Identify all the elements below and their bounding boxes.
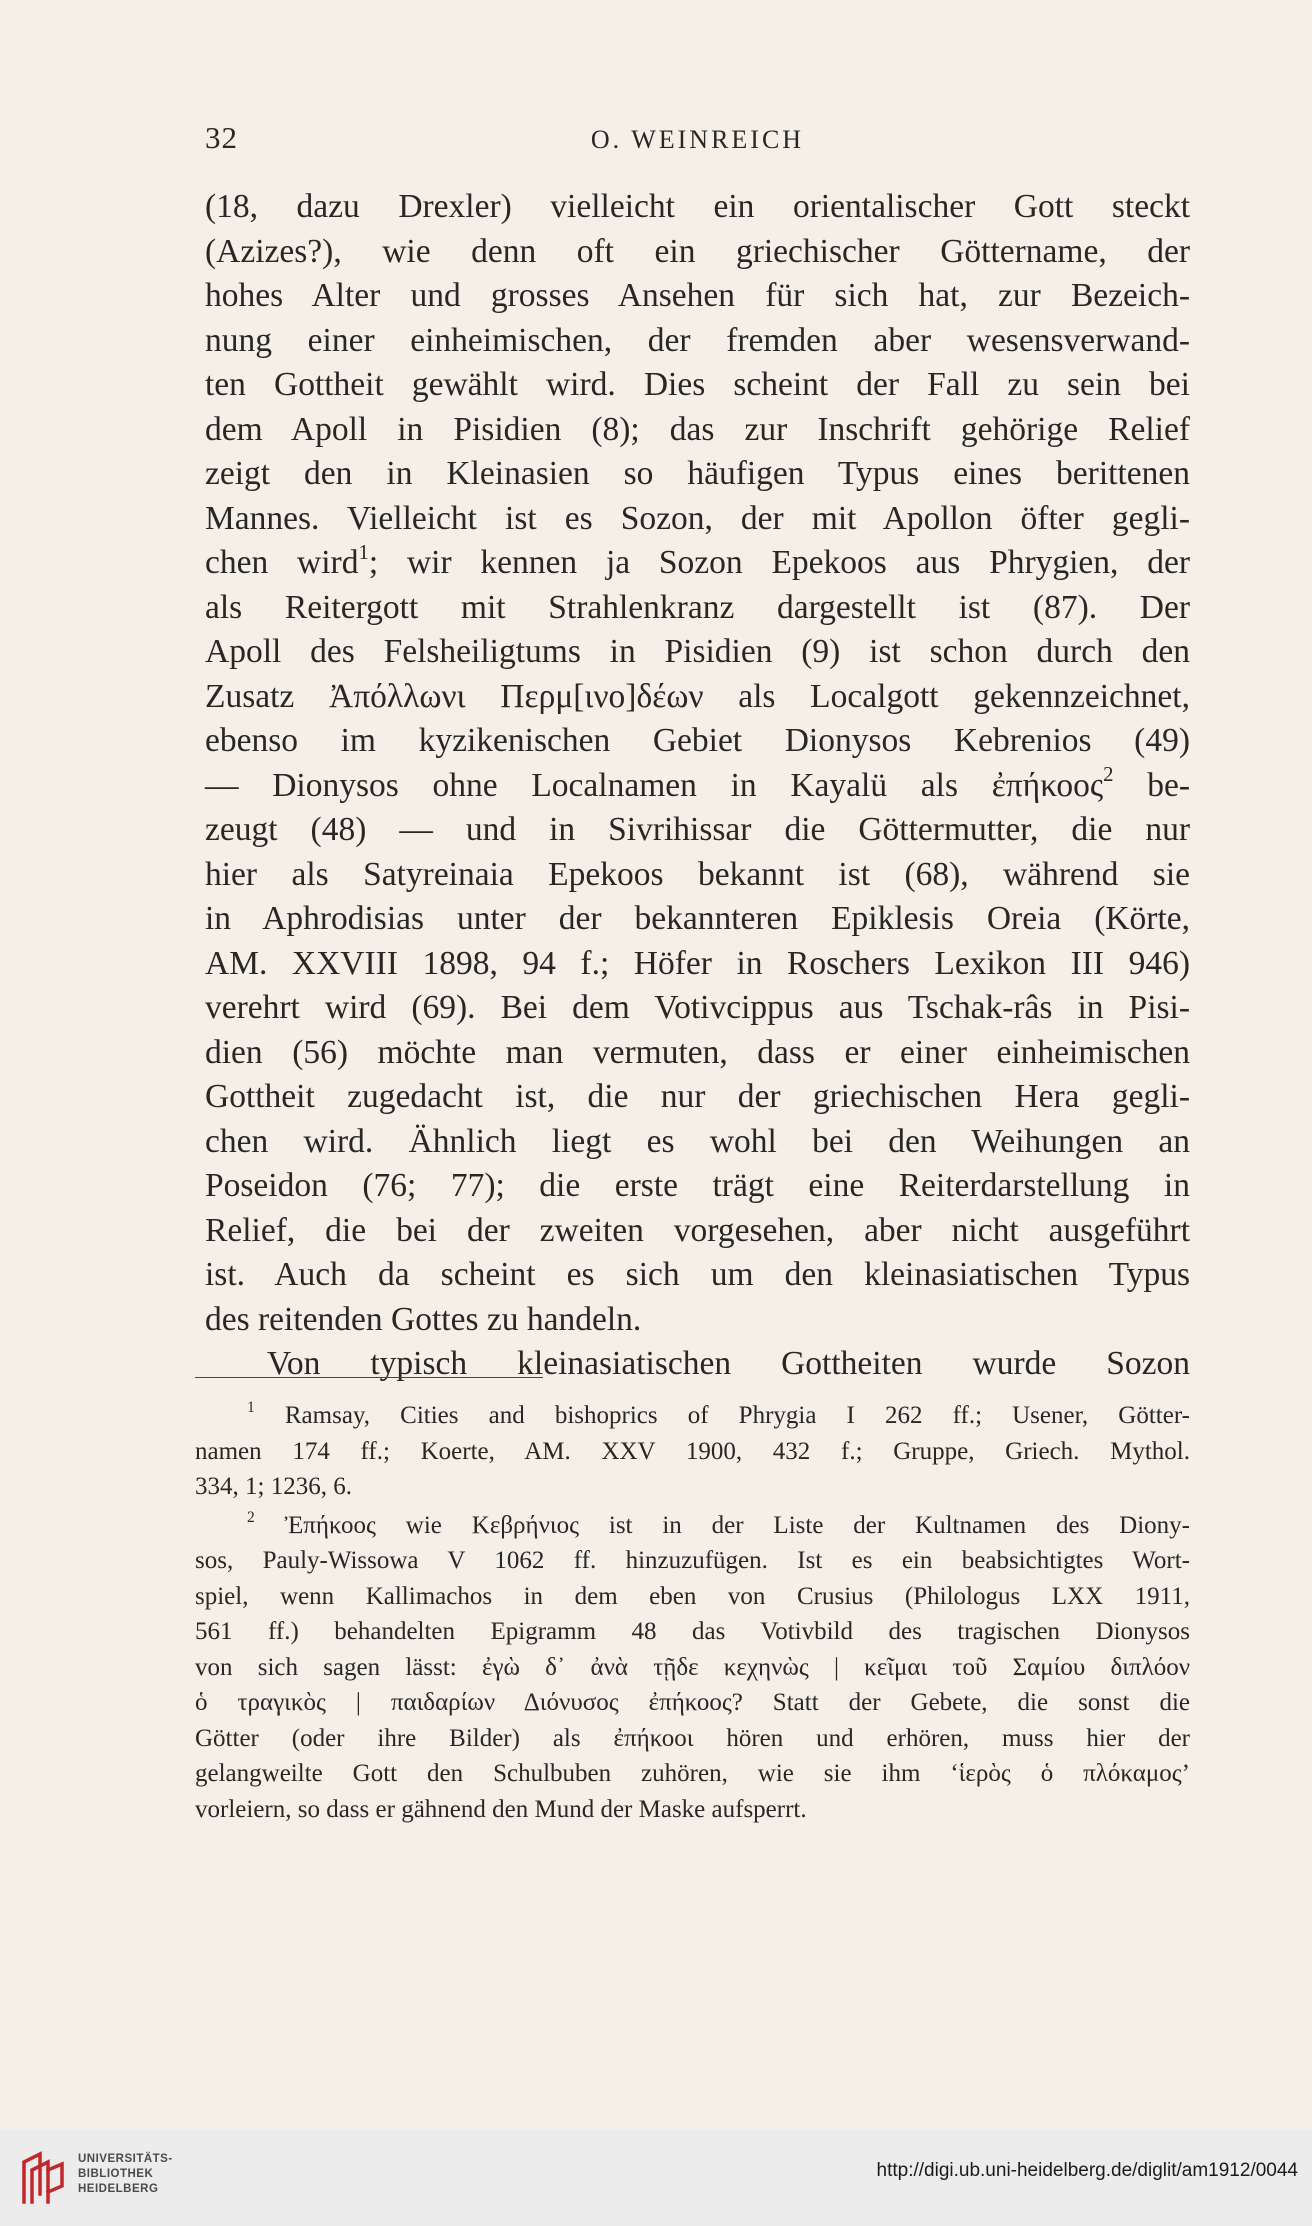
library-name: UNIVERSITÄTS- BIBLIOTHEK HEIDELBERG [78, 2153, 173, 2195]
text-line: Relief, die bei der zweiten vorgesehen, aber nicht ausgeführt [205, 1211, 1190, 1249]
text-line: Mannes. Vielleicht ist es Sozon, der mit Apollon öfter gegli- [205, 499, 1190, 537]
text-line: (18, dazu Drexler) vielleicht ein orientalischer Gott steckt [205, 188, 1190, 225]
footnote-line: namen 174 ff.; Koerte, AM. XXV 1900, 432 f.; Gruppe, Griech. Mythol. [195, 1437, 1190, 1465]
library-logo-icon [18, 2150, 70, 2206]
text-line: hohes Alter und grosses Ansehen für sich hat, zur Bezeich- [205, 277, 1190, 314]
footnote-line: sos, Pauly-Wissowa V 1062 ff. hinzuzufügen. Ist es ein beabsichtigtes Wort- [195, 1547, 1190, 1574]
footnote-line: Götter (oder ihre Bilder) als ἐπήκοοι hören und erhören, muss hier der [195, 1724, 1190, 1752]
text-line: Apoll des Felsheiligtums in Pisidien (9) ist schon durch den [205, 633, 1190, 670]
text-line: ebenso im kyzikenischen Gebiet Dionysos Kebrenios (49) [205, 722, 1190, 759]
text-line: verehrt wird (69). Bei dem Votivcippus aus Tschak-râs in Pisi- [205, 989, 1190, 1026]
footnote-line: $^1$ Ramsay, Cities and bishoprics of Phrygia I 262 ff.; Usener, Götter- [247, 1399, 1190, 1429]
text-line: dem Apoll in Pisidien (8); das zur Inschrift gehörige Relief [205, 410, 1190, 448]
footnote-line: gelangweilte Gott den Schulbuben zuhören, wie sie ihm ‘ἱερὸς ὁ πλόκαμος’ [195, 1760, 1190, 1787]
text-line: AM. XXVIII 1898, 94 f.; Höfer in Roschers Lexikon III 946) [205, 944, 1190, 982]
text-line: zeugt (48) — und in Sivrihissar die Göttermutter, die nur [205, 811, 1190, 848]
text-line: als Reitergott mit Strahlenkranz dargestellt ist (87). Der [205, 588, 1190, 626]
source-url-link[interactable]: http://digi.ub.uni-heidelberg.de/diglit/am1912/0044 [876, 2160, 1298, 2181]
text-line: nung einer einheimischen, der fremden aber wesensverwand- [205, 321, 1190, 359]
text-line: in Aphrodisias unter der bekannteren Epiklesis Oreia (Körte, [205, 900, 1190, 937]
library-footer [0, 2130, 1312, 2226]
footnote-line: vorleiern, so dass er gähnend den Mund der Maske aufsperrt. [195, 1795, 807, 1823]
text-line: ist. Auch da scheint es sich um den kleinasiatischen Typus [205, 1256, 1190, 1293]
footnotes [195, 1398, 1190, 1830]
footnote-line: spiel, wenn Kallimachos in dem eben von Crusius (Philologus LXX 1911, [195, 1582, 1190, 1610]
page-number: 32 [205, 120, 238, 155]
text-line: dien (56) möchte man vermuten, dass er einer einheimischen [205, 1033, 1190, 1071]
page-header [205, 120, 1190, 160]
footnote-line: 561 ff.) behandelten Epigramm 48 das Votivbild des tragischen Dionysos [195, 1618, 1190, 1645]
text-line: des reitenden Gottes zu handeln. [205, 1300, 642, 1338]
footnote-line: $^2$ Ἐπήκοος wie Κεβρήνιος ist in der Liste der Kultnamen des Diony- [247, 1508, 1190, 1539]
text-line: Zusatz Ἀπόλλωνι Περμ[ινο]δέων als Localgott gekennzeichnet, [205, 677, 1190, 715]
footnote-rule [195, 1377, 543, 1378]
footnote-line: ὁ τραγικὸς | παιδαρίων Διόνυσος ἐπήκοος? Statt der Gebete, die sonst die [195, 1689, 1190, 1716]
text-line: ten Gottheit gewählt wird. Dies scheint der Fall zu sein bei [205, 366, 1190, 403]
text-line: — Dionysos ohne Localnamen in Kayalü als ἐπήκοος$^2$ be- [205, 763, 1190, 804]
text-line: zeigt den in Kleinasien so häufigen Typus eines berittenen [205, 455, 1190, 492]
footnote-line: von sich sagen lässt: ἐγὼ δ᾽ ἀνὰ τῇδε κεχηνὼς | κεῖμαι τοῦ Σαμίου διπλόον [195, 1653, 1190, 1681]
footnote-1 [195, 1398, 1190, 1505]
text-line: (Azizes?), wie denn oft ein griechischer Göttername, der [205, 232, 1190, 270]
text-line: Gottheit zugedacht ist, die nur der griechischen Hera gegli- [205, 1078, 1190, 1115]
text-line: chen wird. Ähnlich liegt es wohl bei den Weihungen an [205, 1122, 1190, 1160]
text-line: Von typisch kleinasiatischen Gottheiten wurde Sozon [267, 1345, 1190, 1382]
footnote-2 [195, 1508, 1190, 1828]
text-line: chen wird$^1$; wir kennen ja Sozon Epekoos aus Phrygien, der [205, 540, 1190, 581]
main-text [205, 185, 1190, 1387]
text-line: hier als Satyreinaia Epekoos bekannt ist (68), während sie [205, 855, 1190, 893]
text-line: Poseidon (76; 77); die erste trägt eine Reiterdarstellung in [205, 1167, 1190, 1204]
footnote-line: 334, 1; 1236, 6. [195, 1473, 352, 1500]
running-head: O. WEINREICH [590, 125, 805, 154]
